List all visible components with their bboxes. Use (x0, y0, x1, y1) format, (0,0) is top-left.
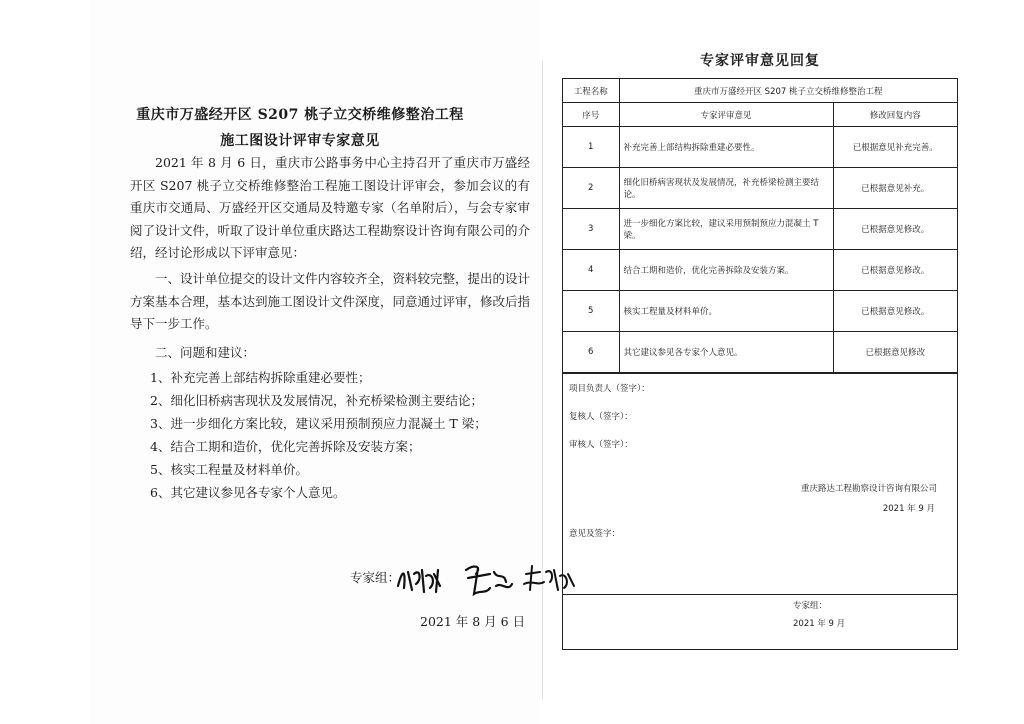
table-row (563, 332, 957, 373)
left-doc-paragraph-conclusion: 一、设计单位提交的设计文件内容较齐全，资料较完整，提出的设计方案基本合理，基本达到施工图设计文件深度，同意通过评审，修改后指导下一步工作。 (130, 271, 531, 331)
reply-table (563, 79, 957, 373)
row-no: 4 (563, 250, 619, 291)
opinion-signature-label: 意见及签字： (569, 529, 621, 539)
left-doc-title-line2: 施工图设计评审专家意见 (220, 133, 380, 149)
project-name-row (563, 79, 957, 103)
signature-block (563, 373, 957, 595)
left-doc-title-line1: 重庆市万盛经开区 S207 桃子立交桥维修整治工程 (136, 107, 464, 123)
expert-date: 2021 年 9 月 (793, 619, 846, 629)
reply-form (562, 78, 958, 650)
row-no: 6 (563, 332, 619, 373)
row-opinion: 其它建议参见各专家个人意见。 (619, 332, 833, 373)
row-reply: 已根据意见补充完善。 (833, 127, 957, 168)
row-opinion: 细化旧桥病害现状及发展情况，补充桥梁检测主要结论。 (619, 168, 833, 209)
table-row (563, 291, 957, 332)
row-no: 1 (563, 127, 619, 168)
issue-item: 6、其它建议参见各专家个人意见。 (150, 485, 346, 500)
approver-signature-field: 审核人（签字）： (569, 440, 633, 450)
table-row (563, 209, 957, 250)
left-document-page (90, 0, 540, 724)
issue-item: 1、补充完善上部结构拆除重建必要性； (150, 370, 371, 385)
left-doc-paragraph-intro: 2021 年 8 月 6 日，重庆市公路事务中心主持召开了重庆市万盛经开区 S207 桃子立交桥维修整治工程施工图设计评审会，参加会议的有重庆市交通局、万盛经开区交通局及特邀专家（名单附后），与会专家审阅了设计文件，听取了设计单位重庆路达工程勘察设计咨询有限公司的介绍，经讨论形成以下评审意见： (130, 155, 531, 260)
row-reply: 已根据意见修改。 (833, 209, 957, 250)
row-reply: 已根据意见修改 (833, 332, 957, 373)
signature-label: 专家组： (350, 570, 401, 585)
table-header-row (563, 103, 957, 127)
project-name-value: 重庆市万盛经开区 S207 桃子立交桥维修整治工程 (619, 79, 957, 103)
row-opinion: 结合工期和造价，优化完善拆除及安装方案。 (619, 250, 833, 291)
header-opinion: 专家评审意见 (619, 103, 833, 127)
page-edge (542, 60, 543, 700)
issue-item: 3、进一步细化方案比较，建议采用预制预应力混凝土 T 梁； (150, 416, 487, 431)
row-reply: 已根据意见补充。 (833, 168, 957, 209)
row-no: 5 (563, 291, 619, 332)
table-row (563, 127, 957, 168)
row-opinion: 补充完善上部结构拆除重建必要性。 (619, 127, 833, 168)
row-no: 3 (563, 209, 619, 250)
company-name: 重庆路达工程勘察设计咨询有限公司 (800, 484, 937, 494)
table-row (563, 168, 957, 209)
issue-item: 5、核实工程量及材料单价。 (150, 462, 308, 477)
row-no: 2 (563, 168, 619, 209)
company-date: 2021 年 9 月 (882, 504, 935, 514)
row-opinion: 进一步细化方案比较，建议采用预制预应力混凝土 T 梁。 (619, 209, 833, 250)
expert-group-label: 专家组： (793, 601, 828, 611)
header-no: 序号 (563, 103, 619, 127)
project-name-label: 工程名称 (563, 79, 619, 103)
row-opinion: 核实工程量及材料单价。 (619, 291, 833, 332)
project-lead-signature-field: 项目负责人（签字）： (569, 384, 650, 394)
row-reply: 已根据意见修改。 (833, 250, 957, 291)
issue-item: 2、细化旧桥病害现状及发展情况，补充桥梁检测主要结论； (150, 393, 483, 408)
row-reply: 已根据意见修改。 (833, 291, 957, 332)
reply-doc-title: 专家评审意见回复 (700, 53, 820, 69)
left-doc-paragraph-issues-heading: 二、问题和建议： (155, 345, 256, 360)
header-reply: 修改回复内容 (833, 103, 957, 127)
left-doc-date: 2021 年 8 月 6 日 (420, 614, 526, 629)
reviewer-signature-field: 复核人（签字）： (569, 412, 633, 422)
issue-item: 4、结合工期和造价，优化完善拆除及安装方案； (150, 439, 421, 454)
table-row (563, 250, 957, 291)
